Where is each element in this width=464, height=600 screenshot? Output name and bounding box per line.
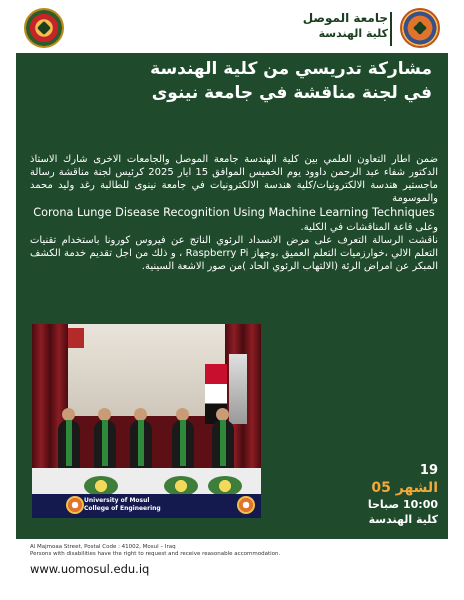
university-flag [229,354,247,424]
college-name: كلية الهندسة [318,27,388,40]
article-paragraph-3: ناقشت الرسالة التعرف على مرض الانسداد الرئوي الناتج عن فيروس كورونا باستخدام تقنيات التعلم الالي ،خوارزميات التعلم العميق ،وجهاز Raspberry Pi ، و ذلك من اجل تقديم خدمة الكشف المبكر عن امراض الرئة (الالتهاب الرئوي الحاد )من صور الاشعة السينية. [30,235,439,272]
event-time: 10:00 صباحا [367,498,438,511]
article-paragraph-1: ضمن اطار التعاون العلمي بين كلية الهندسة جامعة الموصل والجامعات الاخرى شارك الاستاذ الدكتور شفاء عبد الرحمن داوود يوم الخميس الموافق 15 ايار 2025 كرئيس لجنة مناقشة رسالة ماجستير هندسة الالكترونيات/كلية هندسة الالكترونيات في جامعة نينوى للطالبة رغد وليد محمد والموسومة [30,154,439,204]
wall-banner [68,328,84,348]
headline [32,57,432,105]
event-date [368,463,438,527]
thesis-title: Corona Lunge Disease Recognition Using Machine Learning Techniques [33,206,435,219]
event-day: 19 [419,463,438,478]
flowers [164,476,198,496]
flowers [208,476,242,496]
footer [30,544,450,577]
headline-line-2: في لجنة مناقشة في جامعة نينوى [151,83,432,103]
article-paragraph-2: وعلى قاعة المناقشات في الكلية. [300,222,438,233]
headline-line-1: مشاركة تدريسي من كلية الهندسة [150,59,432,79]
footer-address: Al Majmoaa Street, Postal Code : 41002, Mosul – Iraq [30,544,176,550]
article-body [30,153,438,273]
photo-wall [68,324,225,416]
header [16,6,448,50]
header-titles [303,10,388,42]
university-logo-icon [400,8,440,48]
college-logo-icon [24,8,64,48]
flowers [84,476,118,496]
photo-caption-bar [32,494,261,518]
event-month: الشهر 05 [371,480,438,496]
university-name: جامعة الموصل [302,11,388,25]
website-link[interactable]: www.uomosul.edu.iq [30,562,150,576]
header-divider [390,12,392,46]
footer-note: Persons with disabilities have the right to request and receive reasonable accommodation. [30,551,281,557]
photo-logo-icon [66,496,84,514]
photo-caption-line-1: University of Mosul [84,497,150,504]
photo-caption [84,497,161,513]
committee-photo [32,324,261,518]
photo-logo-right-icon [237,496,255,514]
photo-caption-line-2: College of Engineering [84,505,161,512]
news-panel [16,53,448,539]
event-place: كلية الهندسة [368,513,438,526]
